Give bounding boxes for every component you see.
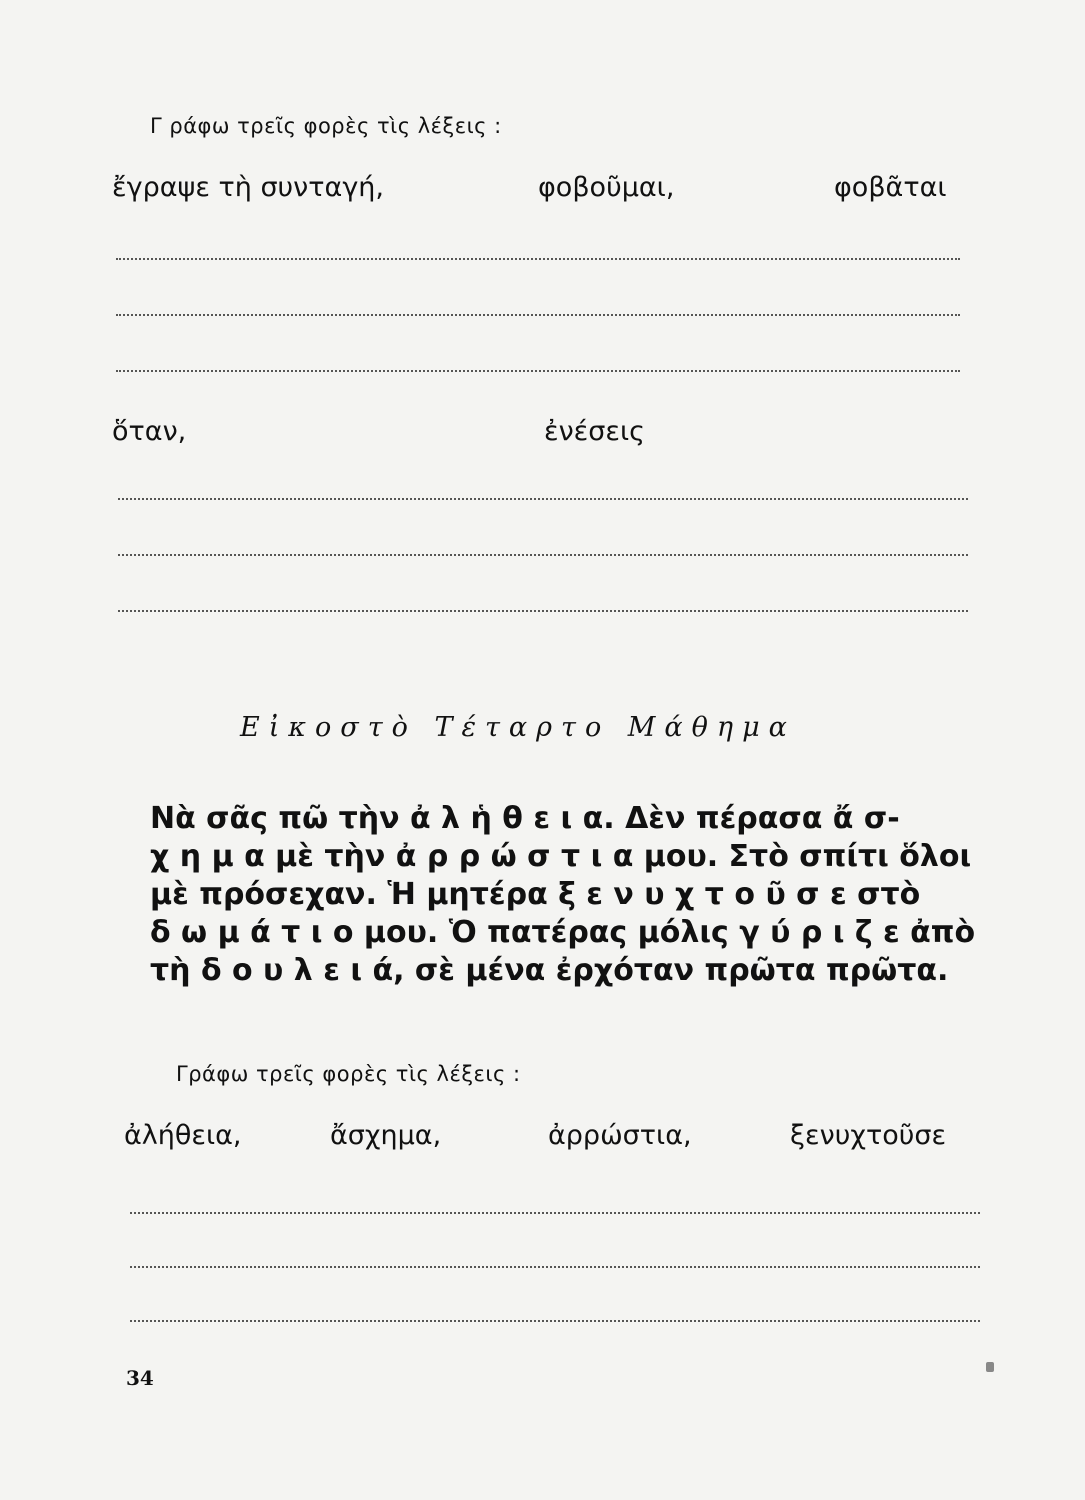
writing-line[interactable] (118, 610, 968, 612)
exercise-word: ἀρρώστια, (548, 1120, 692, 1151)
paragraph-line: μὲ πρόσεχαν. Ἡ μητέρα ξ ε ν υ χ τ ο ῦ σ ε στὸ (150, 877, 921, 912)
instruction-text-2: Γράφω τρεῖς φορὲς τὶς λέξεις : (176, 1062, 521, 1086)
exercise-word: ἐνέσεις (544, 416, 645, 447)
exercise-word: ἀλήθεια, (124, 1120, 242, 1151)
paragraph-line: τὴ δ ο υ λ ε ι ά, σὲ μένα ἐρχόταν πρῶτα πρῶτα. (150, 953, 949, 988)
writing-line[interactable] (130, 1266, 980, 1268)
exercise-word: ἄσχημα, (330, 1120, 442, 1151)
writing-line[interactable] (118, 498, 968, 500)
exercise-word: φοβᾶται (834, 172, 947, 203)
exercise-word: φοβοῦμαι, (538, 172, 675, 203)
writing-line[interactable] (130, 1212, 980, 1214)
instruction-text-1: Γ ράφω τρεῖς φορὲς τὶς λέξεις : (150, 114, 502, 138)
writing-line[interactable] (116, 314, 960, 316)
writing-line[interactable] (116, 370, 960, 372)
writing-line[interactable] (130, 1320, 980, 1322)
writing-line[interactable] (116, 258, 960, 260)
ink-speck (986, 1362, 994, 1372)
lesson-title: Εἰκοστὸ Τέταρτο Μάθημα (240, 712, 796, 743)
paragraph-line: δ ω μ ά τ ι ο μου. Ὁ πατέρας μόλις γ ύ ρ ι ζ ε ἀπὸ (150, 915, 976, 950)
exercise-word: ξενυχτοῦσε (790, 1120, 947, 1151)
page-number: 34 (126, 1366, 154, 1390)
exercise-word: ἔγραψε τὴ συνταγή, (112, 172, 384, 203)
exercise-word: ὅταν, (112, 416, 187, 447)
paragraph-line: χ η μ α μὲ τὴν ἀ ρ ρ ώ σ τ ι α μου. Στὸ σπίτι ὅλοι (150, 839, 972, 874)
paragraph-line: Νὰ σᾶς πῶ τὴν ἀ λ ἡ θ ε ι α. Δὲν πέρασα ἄ σ- (150, 801, 900, 836)
lesson-paragraph (150, 800, 990, 990)
writing-line[interactable] (118, 554, 968, 556)
